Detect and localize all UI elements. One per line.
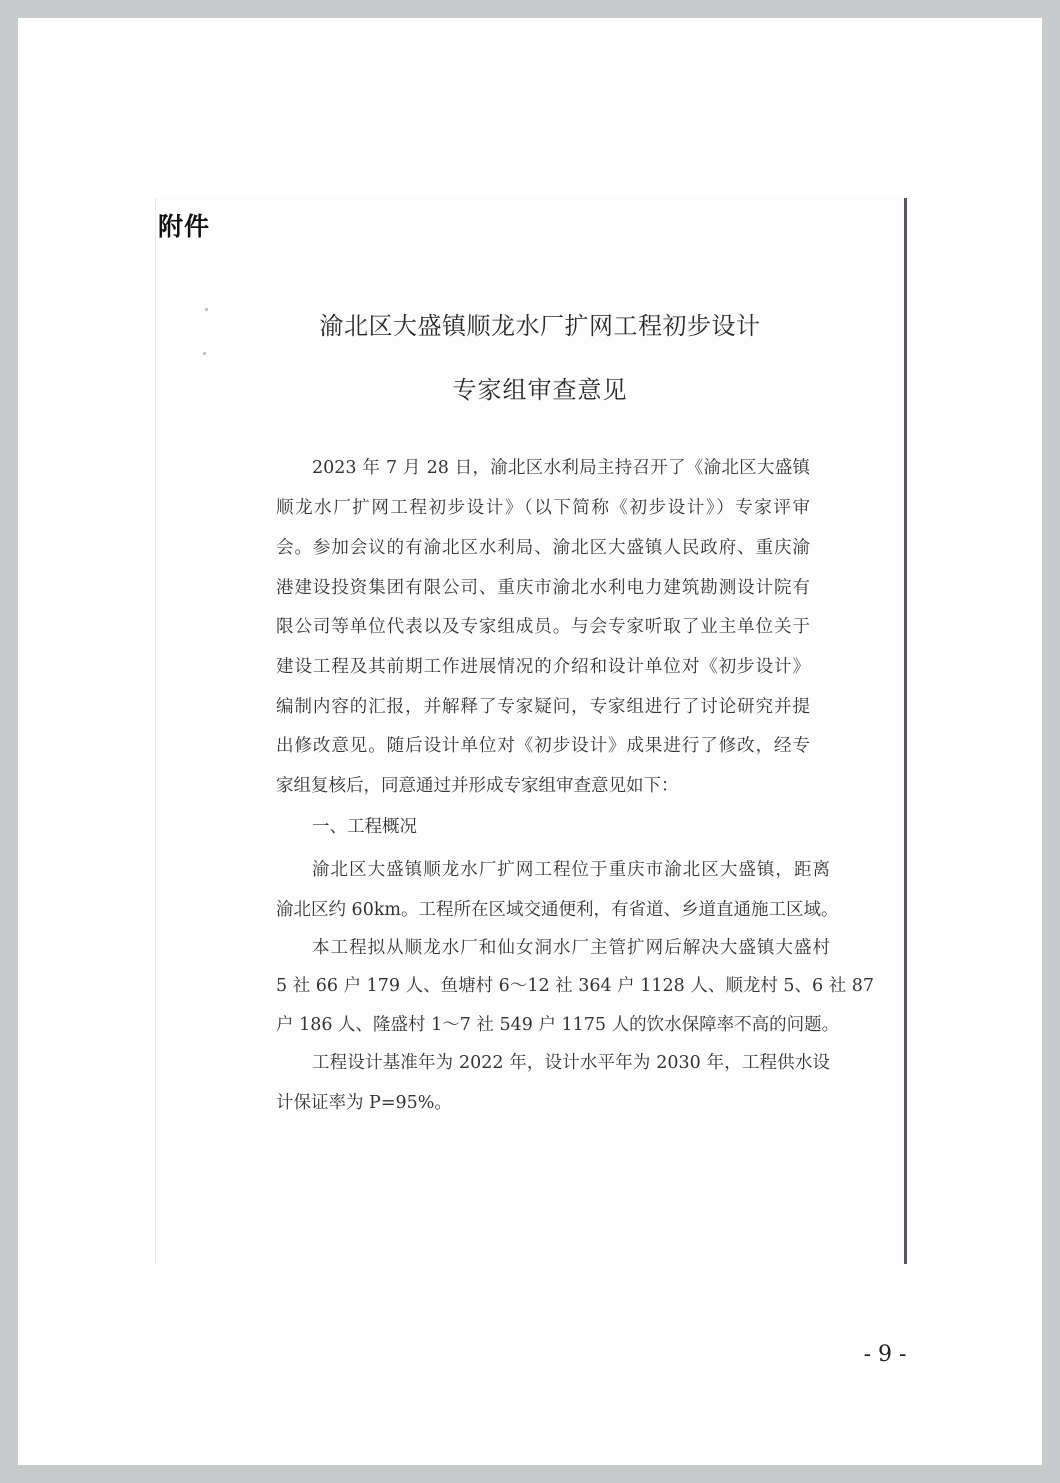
paragraph-line: 限公司等单位代表以及专家组成员。与会专家听取了业主单位关于: [276, 617, 810, 637]
document-subtitle: 专家组审查意见: [452, 376, 628, 404]
paragraph-line: 户 186 人、隆盛村 1～7 社 549 户 1175 人的饮水保障率不高的问题。: [276, 1015, 840, 1035]
paragraph-line: 本工程拟从顺龙水厂和仙女洞水厂主管扩网后解决大盛镇大盛村: [312, 938, 830, 958]
paragraph-line: 工程设计基准年为 2022 年，设计水平年为 2030 年，工程供水设: [312, 1053, 830, 1073]
page-number: - 9 -: [863, 1342, 907, 1367]
section-heading: 一、工程概况: [312, 817, 417, 837]
paragraph-line: 编制内容的汇报，并解释了专家疑问，专家组进行了讨论研究并提: [276, 697, 810, 717]
paragraph-line: 5 社 66 户 179 人、鱼塘村 6～12 社 364 户 1128 人、顺龙村 5、6 社 87: [276, 976, 875, 996]
paragraph-line: 会。参加会议的有渝北区水利局、渝北区大盛镇人民政府、重庆渝: [276, 538, 810, 558]
paragraph-line: 顺龙水厂扩网工程初步设计》（以下简称《初步设计》）专家评审: [276, 498, 810, 518]
paragraph-line: 出修改意见。随后设计单位对《初步设计》成果进行了修改，经专: [276, 736, 810, 756]
paragraph-line: 家组复核后，同意通过并形成专家组审查意见如下：: [276, 776, 679, 796]
paragraph-line: 计保证率为 P=95%。: [276, 1093, 452, 1113]
attachment-label: 附件: [158, 212, 211, 241]
paragraph-line: 港建设投资集团有限公司、重庆市渝北水利电力建筑勘测设计院有: [276, 578, 810, 598]
scanned-sheet: [155, 198, 907, 1264]
paragraph-line: 渝北区大盛镇顺龙水厂扩网工程位于重庆市渝北区大盛镇，距离: [312, 860, 830, 880]
paragraph-line: 渝北区约 60km。工程所在区域交通便利，有省道、乡道直通施工区域。: [276, 900, 839, 920]
paragraph-line: 建设工程及其前期工作进展情况的介绍和设计单位对《初步设计》: [276, 657, 810, 677]
document-title: 渝北区大盛镇顺龙水厂扩网工程初步设计: [319, 312, 761, 340]
scan-speck: [203, 352, 206, 355]
paragraph-line: 2023 年 7 月 28 日，渝北区水利局主持召开了《渝北区大盛镇: [312, 458, 810, 478]
scan-speck: [205, 308, 208, 311]
scan-right-edge: [904, 198, 907, 1264]
scan-left-edge: [155, 198, 156, 1264]
